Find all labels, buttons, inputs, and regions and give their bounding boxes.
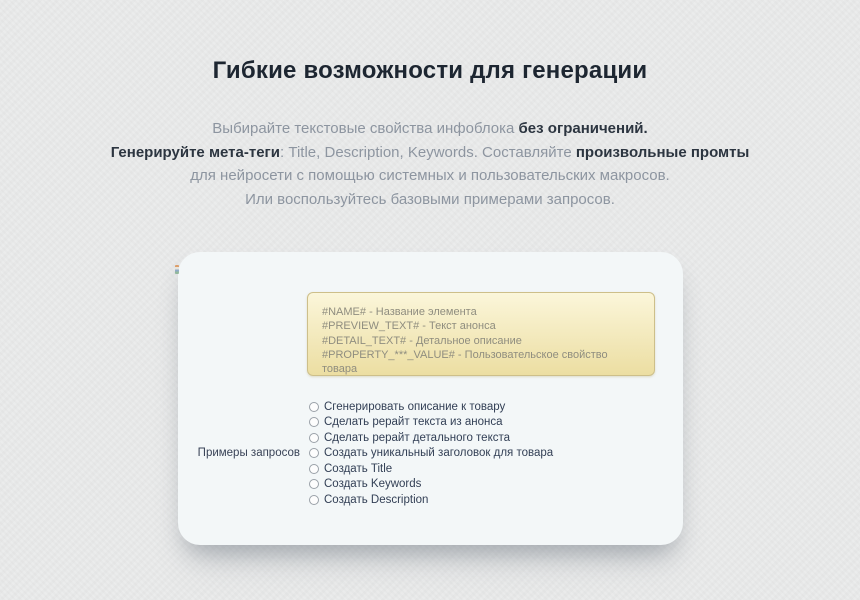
example-option[interactable]	[309, 477, 553, 493]
examples-radio-list	[309, 399, 553, 508]
example-option[interactable]	[309, 399, 553, 415]
macro-hint-line: #PREVIEW_TEXT# - Текст анонса	[322, 320, 496, 333]
radio-button-icon[interactable]	[309, 479, 319, 489]
example-option-label: Создать уникальный заголовок для товара	[324, 447, 554, 460]
example-option-label: Сделать рерайт текста из анонса	[324, 416, 503, 429]
example-option-label: Создать Keywords	[324, 478, 422, 491]
example-option[interactable]	[309, 430, 553, 446]
example-option-label: Создать Title	[324, 462, 393, 475]
radio-button-icon[interactable]	[309, 448, 319, 458]
intro-bold-text: произвольные промты	[575, 143, 750, 161]
radio-button-icon[interactable]	[309, 417, 319, 427]
radio-button-icon[interactable]	[309, 464, 319, 474]
example-option[interactable]	[309, 492, 553, 508]
screenshot-card	[178, 252, 683, 545]
radio-button-icon[interactable]	[309, 402, 319, 412]
examples-label: Примеры запросов	[197, 447, 300, 459]
intro-regular-text: Выбирайте текстовые свойства инфоблока	[212, 120, 519, 137]
macro-hint-line: #DETAIL_TEXT# - Детальное описание	[322, 334, 522, 347]
intro-line	[0, 188, 860, 212]
intro-regular-text: : Title, Description, Keywords. Составляйте	[280, 143, 576, 161]
clipped-icon-artifact	[175, 265, 179, 274]
radio-button-icon[interactable]	[309, 495, 319, 505]
intro-line	[0, 117, 860, 141]
example-option-label: Сгенерировать описание к товару	[324, 400, 506, 413]
intro-regular-text: для нейросети с помощью системных и пользовательских макросов.	[190, 167, 670, 184]
intro-bold-text: Генерируйте мета-теги	[110, 143, 281, 161]
page-title: Гибкие возможности для генерации	[212, 57, 648, 84]
macro-hint-line: #NAME# - Название элемента	[322, 306, 477, 318]
radio-button-icon[interactable]	[309, 433, 319, 443]
example-option-label: Создать Description	[324, 493, 429, 506]
intro-bold-text: без ограничений.	[518, 120, 648, 137]
intro-text	[0, 117, 860, 211]
macro-hint-box	[307, 292, 655, 376]
intro-line	[0, 164, 860, 188]
example-option[interactable]	[309, 461, 553, 477]
example-option[interactable]	[309, 415, 553, 431]
example-option-label: Сделать рерайт детального текста	[324, 431, 511, 444]
intro-line	[0, 141, 860, 165]
intro-regular-text: Или воспользуйтесь базовыми примерами запросов.	[245, 190, 615, 208]
macro-hint-line: #PROPERTY_***_VALUE# - Пользовательское свойство товара	[322, 348, 608, 376]
example-option[interactable]	[309, 446, 553, 462]
